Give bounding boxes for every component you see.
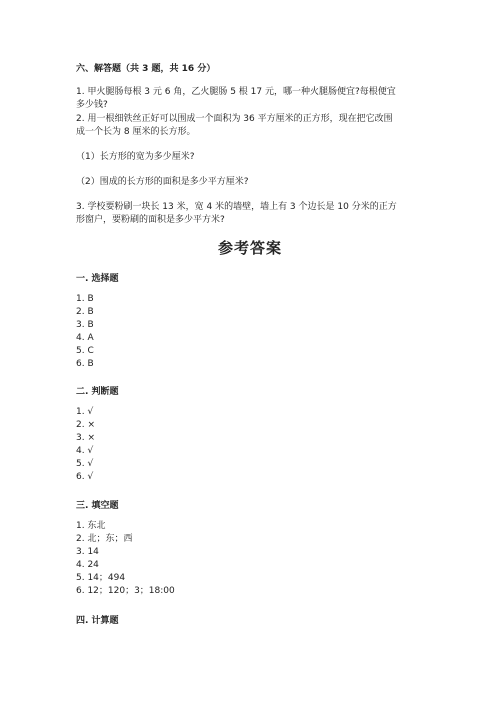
list-item: 2. 北；东；西 xyxy=(76,534,133,544)
list-item: 5. 14；494 xyxy=(76,573,126,583)
list-item: 2. B xyxy=(76,307,94,317)
list-item: 1. B xyxy=(76,294,94,304)
list-item: 6. B xyxy=(76,359,94,369)
list-item: 5. √ xyxy=(76,459,94,469)
list-item: 5. C xyxy=(76,346,94,356)
list-item: 4. √ xyxy=(76,446,94,456)
list-item: 4. A xyxy=(76,333,94,343)
question-2-sub-1: （1）长方形的宽为多少厘米? xyxy=(76,152,195,162)
question-3-line-1: 3. 学校要粉刷一块长 13 米，宽 4 米的墙壁，墙上有 3 个边长是 10 分米的正方 xyxy=(76,202,397,212)
answers-title: 参考答案 xyxy=(217,239,282,257)
answers-calc-heading: 四. 计算题 xyxy=(76,616,119,626)
list-item: 3. 14 xyxy=(76,547,99,557)
list-item: 2. × xyxy=(76,420,95,430)
answers-fill-heading: 三. 填空题 xyxy=(76,501,119,511)
question-2-line-2: 成一个长为 8 厘米的长方形。 xyxy=(76,127,196,137)
list-item: 1. √ xyxy=(76,407,94,417)
question-2-line-1: 2. 用一根细铁丝正好可以围成一个面积为 36 平方厘米的正方形，现在把它改围 xyxy=(76,114,393,124)
answers-judge-heading: 二. 判断题 xyxy=(76,387,119,397)
question-1-line-1: 1. 甲火腿肠每根 3 元 6 角，乙火腿肠 5 根 17 元，哪一种火腿肠便宜?每根便宜 xyxy=(76,87,396,97)
list-item: 6. 12；120；3；18:00 xyxy=(76,586,175,596)
answers-choice-list xyxy=(76,293,94,371)
list-item: 1. 东北 xyxy=(76,521,106,531)
answers-choice-heading: 一. 选择题 xyxy=(76,274,119,284)
section-heading-solve: 六、解答题（共 3 题，共 16 分） xyxy=(76,64,216,74)
list-item: 6. √ xyxy=(76,472,94,482)
question-3-line-2: 形窗户，要粉刷的面积是多少平方米? xyxy=(76,215,225,225)
question-2-sub-2: （2）围成的长方形的面积是多少平方厘米? xyxy=(76,177,249,187)
question-1-line-2: 多少钱? xyxy=(76,100,108,110)
list-item: 4. 24 xyxy=(76,560,99,570)
answers-judge-list xyxy=(76,406,95,484)
answers-fill-list xyxy=(76,520,175,598)
list-item: 3. × xyxy=(76,433,95,443)
list-item: 3. B xyxy=(76,320,94,330)
